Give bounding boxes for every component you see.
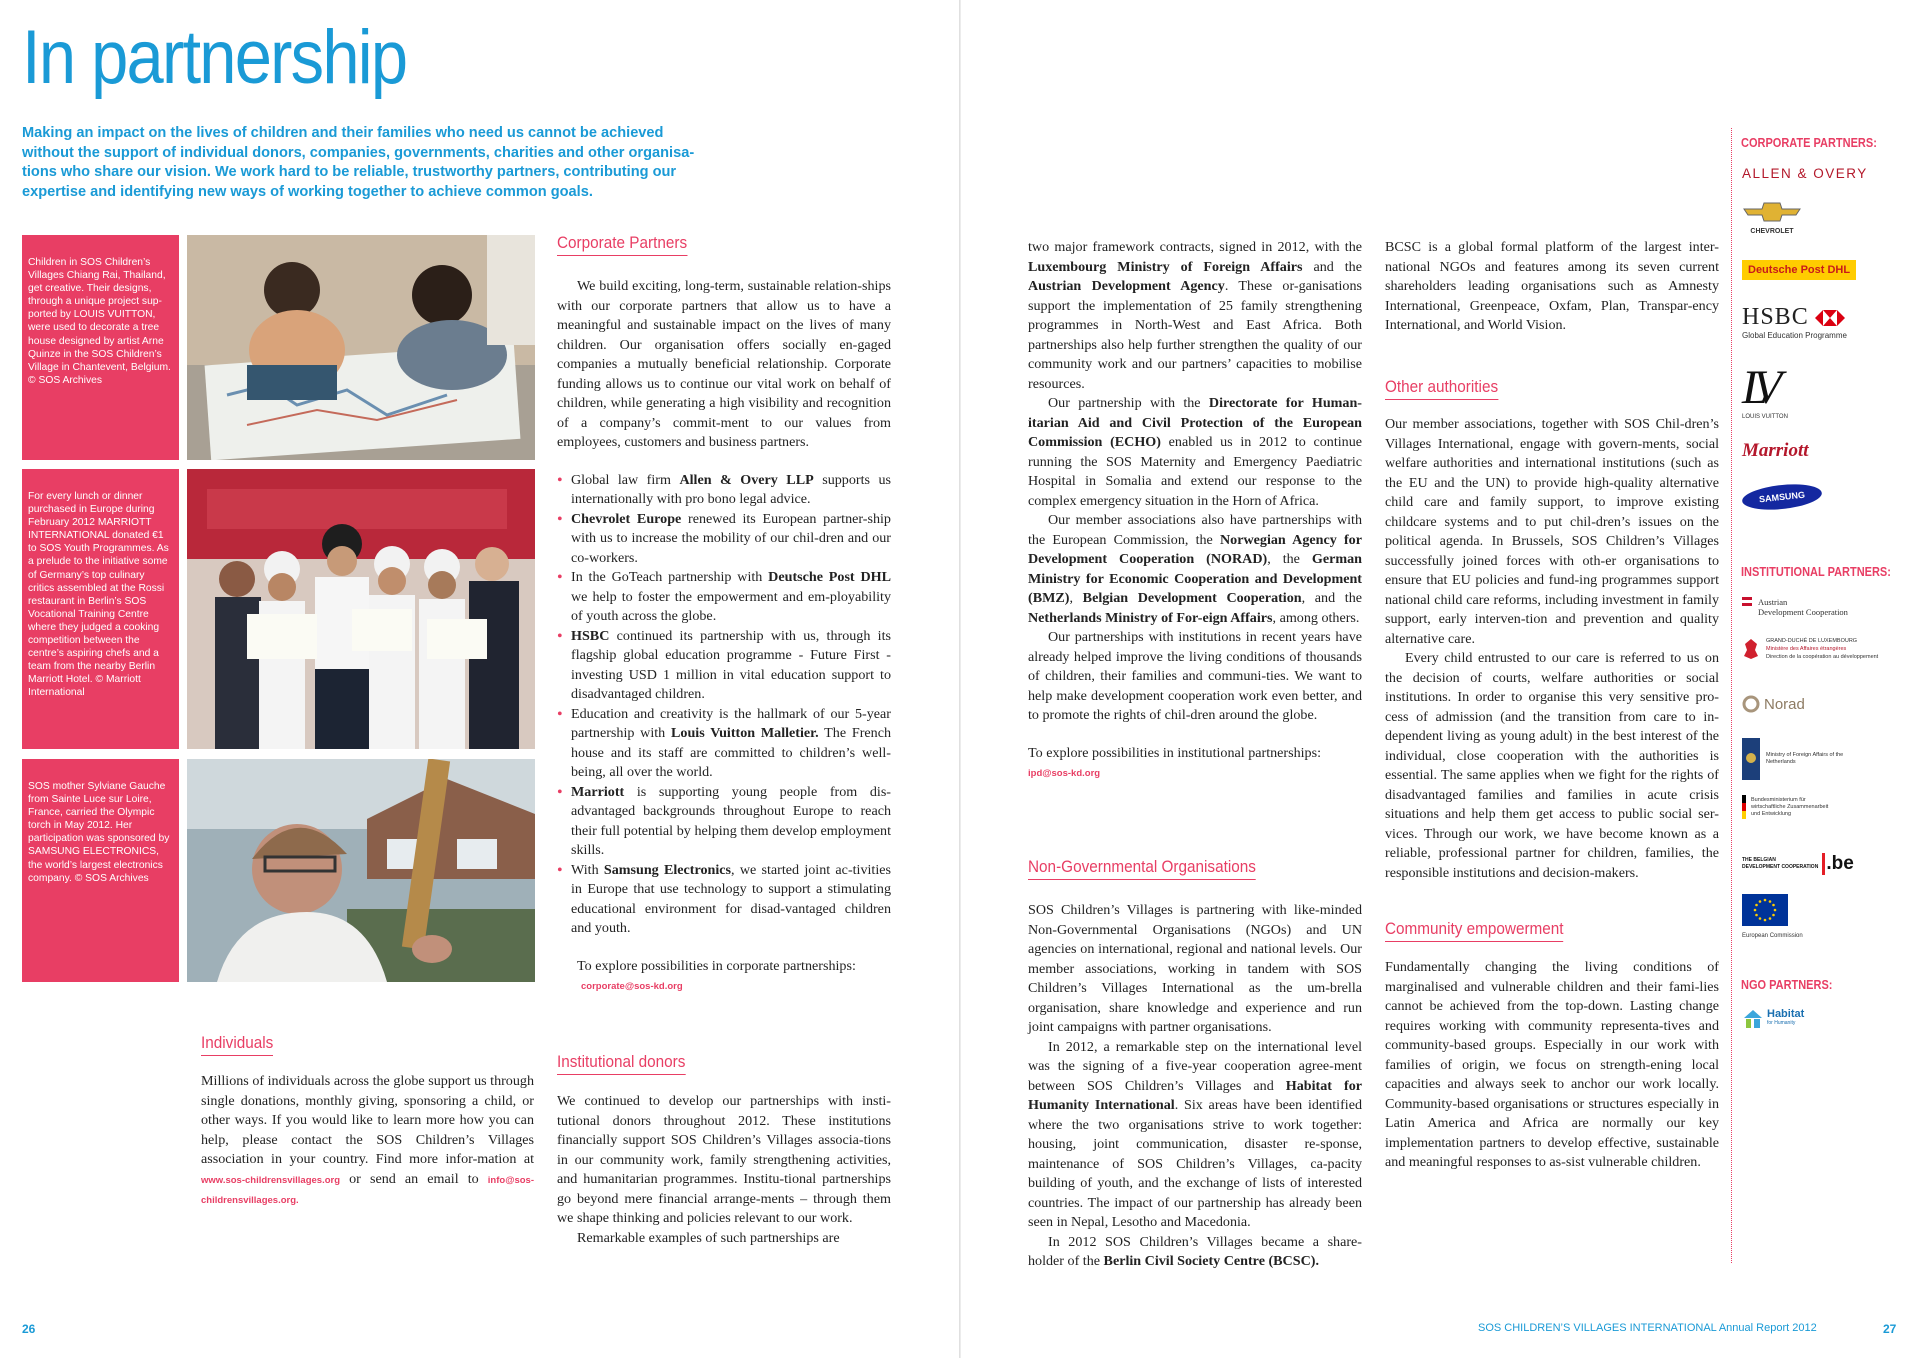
- luxembourg-lion-icon: [1742, 637, 1760, 661]
- list-item: • In the GoTeach partnership with Deutsche Post DHL we help to foster the empowerment and em-ployability of youth across the globe.: [557, 568, 891, 627]
- link-ipd-email[interactable]: ipd@sos-kd.org: [1028, 768, 1101, 779]
- link-info-email[interactable]: info@sos-childrensvillages.org.: [201, 1174, 534, 1206]
- logo-habitat-for-humanity: Habitat for Humanity: [1742, 1008, 1804, 1030]
- heading-ngo: Non-Governmental Organisations: [1028, 857, 1256, 880]
- list-item: • With Samsung Electronics, we started joint ac-tivities in Europe that use technology to support a stimulating educational environment for disad-vantaged children and youth.: [557, 861, 891, 939]
- photo-children-drawing: [187, 235, 535, 460]
- link-sos-website[interactable]: www.sos-childrensvillages.org: [201, 1174, 341, 1186]
- logo-belgian-cooperation: THE BELGIAN DEVELOPMENT COOPERATION .be: [1742, 853, 1854, 874]
- page-number-right: 27: [1883, 1322, 1897, 1336]
- german-flag-icon: [1742, 795, 1746, 819]
- eu-flag-icon: [1742, 894, 1788, 926]
- list-item: • Chevrolet Europe renewed its European partner-ship with us to increase the mobility of our chil-dren and our co-workers.: [557, 510, 891, 569]
- intro-paragraph: Making an impact on the lives of children and their families who need us cannot be achieved without the support of individual donors, companies, governments, charities and other organisa-tions who share our vision. We work hard to be reliable, trustworthy partners, contributing our expertise and identifying new ways of working together to achieve common goals.: [22, 125, 695, 200]
- sidebar-heading-corporate: CORPORATE PARTNERS:: [1741, 136, 1877, 150]
- corporate-body: We build exciting, long-term, sustainable relation-ships with our corporate partners that allow us to have a meaningful and sustainable impact on the lives of many children. Our organisation offers socially en-gaged companies a mutually beneficial relationship. Corporate funding allows us to continue our vital work on behalf of children, while generating a high visibility and recognition of a company’s commit-ment to our values from employees, customers and business partners. • Global law firm Allen & Overy LLP supports us internationally with pro bono legal advice. • Chevrolet Europe renewed its European partner-ship with us to increase the mobility of our chil-dren and our co-workers. • In the GoTeach partnership with Deutsche Post DHL we help to foster the empowerment and em-ployability of youth across the globe. • HSBC continued its partnership with us, through its flagship global education programme - Future First - investing USD 1 million in vital education support to disadvantaged children. • Education and creativity is the hallmark of our 5-year partnership with Louis Vuitton Malletier. The French house and its staff are committed to children’s well-being, all over the world. • Marriott is supporting young people from dis-advantaged backgrounds throughout Europe to reach their full potential by helping them develop employment skills. • With Samsung Electronics, we started joint ac-tivities in Europe that use technology to support a stimulating educational environment for disad-vantaged children and youth. To explore possibilities in corporate partnerships: corporate@sos-kd.org: [557, 277, 891, 997]
- sidebar-divider: [1731, 128, 1732, 1263]
- list-item: • Marriott is supporting young people from dis-advantaged backgrounds throughout Europe to reach their full potential by helping them develop employment skills.: [557, 783, 891, 861]
- austrian-flag-icon: [1742, 597, 1752, 606]
- logo-allen-overy: ALLEN & OVERY: [1742, 166, 1868, 181]
- other-authorities-body: Our member associations, together with SOS Chil-dren’s Villages International, engage with govern-ments, social welfare authorities and international institutions (such as the EU and the UN) to provide high-quality alternative child care and family support, to improve existing childcare systems and to put chil-dren’s issues on the political agenda. In Brussels, SOS Children’s Villages successfully joined forces with oth-er organisations to ensure that EU policies and fund-ing programmes support national child care reforms, including investment in family support, early interven-tion and prevention and quality alternative care. Every child entrusted to our care is referred to us on the decision of courts, welfare authorities or social institutions. In order to organise this very sensitive pro-cess of admission (and the transition from care to in-dependent living as young adult) in the best interest of the individual, close cooperation with the authorities is essential. The same applies when we fight for the rights of disadvantaged families and families in acute crisis situations and help them get access to public social ser-vices. Through our work, we have become known as a reliable, professional partner for children, families, the responsible institutions and decision-makers.: [1385, 416, 1719, 881]
- logo-netherlands-mfa: Ministry of Foreign Affairs of the Netherlands: [1742, 738, 1846, 780]
- corporate-partner-list: [557, 471, 891, 939]
- heading-institutional-donors: Institutional donors: [557, 1052, 685, 1075]
- community-body: Fundamentally changing the living conditions of marginalised and vulnerable children and their fami-lies cannot be achieved from the top-down. Lasting change requires working with community representa-tives and community-based groups. Especially in our work with families of origin, we focus on strength-ening local capacities and always seek to anchor our work locally. Community-based organisations or structures especially in Latin America and Africa are normally our key implementation partners to develop effective, sustainable and meaningful responses to as-sist vulnerable children.: [1385, 959, 1719, 1170]
- heading-corporate-partners: Corporate Partners: [557, 233, 687, 256]
- photo-caption-1: Children in SOS Children’s Villages Chiang Rai, Thailand, get creative. Their designs, through a unique project sup-ported by LOUIS VUITTON, were used to decorate a tree house designed by artist Arne Quinze in the SOS Children’s Village in Chantevent, Belgium. © SOS Archives: [22, 235, 179, 460]
- institutional-body: We continued to develop our partnerships with insti-tutional donors throughout 2012. These institutions financially support SOS Children’s Villages associa-tions in our community work, family strengthening activities, and humanitarian programmes. Institu-tional partnerships go beyond mere financial arrange-ments – through them we shape thinking and policies relevant to our work. Remarkable examples of such partnerships are: [557, 1093, 891, 1246]
- list-item: • HSBC continued its partnership with us, through its flagship global education programme - Future First - investing USD 1 million in vital education support to disadvantaged children.: [557, 627, 891, 705]
- individuals-body: Millions of individuals across the globe support us through single donations, monthly giving, sponsoring a child, or other ways. If you would like to learn more how you can help, please contact the SOS Children’s Villages association in your country. Find more infor-mation at www.sos-childrensvillages.org or send an email to info@sos-childrensvillages.org.: [201, 1073, 534, 1206]
- ngo-body: SOS Children’s Villages is partnering with like-minded Non-Governmental Organisations (NGOs) and UN agencies on international, regional and national levels. Our member associations, working in tandem with SOS Children’s Villages International as the um-brella organisation, share knowledge and experience and run joint campaigns with partner organisations. In 2012, a remarkable step on the international level was the signing of a five-year cooperation agree-ment between SOS Children’s Villages and Habitat for Humanity International. Six areas have been identified where the two organisations strive to work together: housing, joint communication, disaster re-sponse, maintenance of SOS Children’s Villages, ca-pacity building of youth, and the exchange of lists of interested countries. The impact of our partnership has already been seen in Nepal, Lesotho and Macedonia. In 2012 SOS Children’s Villages became a share-holder of the Berlin Civil Society Centre (BCSC).: [1028, 902, 1362, 1269]
- netherlands-emblem-icon: [1742, 738, 1760, 780]
- photo-olympic-torch: [187, 759, 535, 982]
- page-number-left: 26: [22, 1322, 36, 1336]
- logo-bmz: Bundesministerium für wirtschaftliche Zusammenarbeit und Entwicklung: [1742, 795, 1839, 819]
- heading-community-empowerment: Community empowerment: [1385, 919, 1564, 942]
- heading-individuals: Individuals: [201, 1033, 273, 1056]
- photo-chefs-certificates: [187, 469, 535, 749]
- logo-european-commission: European Commission: [1742, 894, 1803, 939]
- photo-caption-2: For every lunch or dinner purchased in Europe during February 2012 MARRIOTT INTERNATIONAL donated €1 to SOS Youth Programmes. As a prelude to the initiative some of Germany’s top culinary critics assembled at the Rossi restaurant in Berlin’s SOS Vocational Training Centre where they judged a cooking competition between the centre’s aspiring chefs and a team from the nearby Berlin Marriott Hotel. © Marriott International: [22, 469, 179, 749]
- logo-luxembourg: GRAND-DUCHÉ DE LUXEMBOURG Ministère des Affaires étrangères Direction de la coopération au développement: [1742, 637, 1878, 661]
- list-item: • Global law firm Allen & Overy LLP supports us internationally with pro bono legal advice.: [557, 471, 891, 510]
- institutional-continued-body: two major framework contracts, signed in 2012, with the Luxembourg Ministry of Foreign Affairs and the Austrian Development Agency. These or-ganisations support the implementation of 25 family strengthening programmes in North-West and East Africa. Both partnerships also help further strengthen the quality of our community work and our partners’ capacities to mobilise resources. Our partnership with the Directorate for Human-itarian Aid and Civil Protection of the European Commission (ECHO) enabled us in 2012 to continue running the SOS Maternity and Emergency Paediatric Hospital in Somalia and extend our response to the complex emergency situation in the Horn of Africa. Our member associations also have partnerships with the European Commission, the Norwegian Agency for Development Cooperation (NORAD), the German Ministry for Economic Cooperation and Development (BMZ), Belgian Development Cooperation, and the Netherlands Ministry of For-eign Affairs, among others. Our partnerships with institutions in recent years have already helped improve the living conditions of thousands of children, their families and communi-ties. We want to help make development cooperation work even better, and to promote the rights of chil-dren around the globe. To explore possibilities in institutional partnerships: ipd@sos-kd.org: [1028, 239, 1363, 779]
- sidebar-heading-ngo: NGO PARTNERS:: [1741, 978, 1833, 992]
- logo-norad: Norad: [1742, 695, 1805, 713]
- logo-samsung: SAMSUNG: [1742, 485, 1822, 509]
- logo-chevrolet: CHEVROLET: [1742, 201, 1802, 235]
- page-gutter: [959, 0, 961, 1358]
- logo-louis-vuitton: LV LOUIS VUITTON: [1742, 361, 1788, 420]
- page-title: In partnership: [22, 15, 407, 100]
- logo-hsbc: HSBC Global Education Programme: [1742, 304, 1847, 340]
- heading-other-authorities: Other authorities: [1385, 377, 1498, 400]
- hsbc-hexagon-icon: [1815, 310, 1845, 326]
- bcsc-body: BCSC is a global formal platform of the largest inter-national NGOs and features among its seven current shareholders leading organisations such as Amnesty International, Greenpeace, Oxfam, Plan, Transpar-ency International, and World Vision.: [1385, 239, 1719, 333]
- logo-deutsche-post-dhl: Deutsche Post DHL: [1742, 260, 1856, 280]
- norad-emblem-icon: [1742, 695, 1760, 713]
- sidebar-heading-institutional: INSTITUTIONAL PARTNERS:: [1741, 565, 1891, 579]
- footer-report-title: SOS CHILDREN’S VILLAGES INTERNATIONAL Annual Report 2012: [1478, 1322, 1817, 1334]
- link-corporate-email[interactable]: corporate@sos-kd.org: [581, 981, 683, 992]
- photo-caption-3: SOS mother Sylviane Gauche from Sainte Luce sur Loire, France, carried the Olympic torch in May 2012. Her participation was sponsored by SAMSUNG ELECTRONICS, the world’s largest electronics company. © SOS Archives: [22, 759, 179, 982]
- logo-austrian-development: Austrian Development Cooperation: [1742, 597, 1848, 617]
- list-item: • Education and creativity is the hallmark of our 5-year partnership with Louis Vuitton Malletier. The French house and its staff are committed to children’s well-being, all over the world.: [557, 705, 891, 783]
- lv-monogram-icon: LV: [1742, 361, 1769, 414]
- habitat-house-icon: [1742, 1008, 1764, 1030]
- chevrolet-bowtie-icon: [1742, 201, 1802, 223]
- logo-marriott: Marriott: [1742, 440, 1809, 461]
